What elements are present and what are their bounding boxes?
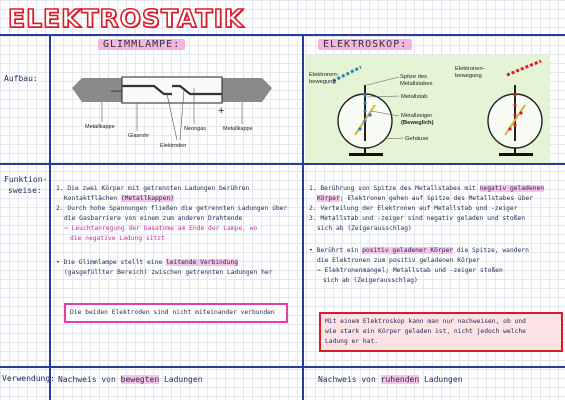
glimm-p1-line1: 1. Die zwei Körper mit getrennten Ladungen berühren	[56, 185, 250, 192]
charge-right-3	[513, 113, 516, 116]
charge-right-4	[508, 127, 511, 130]
divider-aufbau	[0, 163, 565, 165]
rod-right-shape	[507, 61, 541, 75]
skop-bullet-line3: ⇒ Elektronenmangel; Metallstab und -zeiger stoßen	[317, 267, 503, 274]
label-bewegung-left-1: Elektronen-	[309, 72, 339, 78]
skop-box-line1: Mit einem Elektroskop kann man nur nachweisen, ob und	[325, 318, 526, 325]
glimm-bullet-line1	[56, 258, 298, 268]
label-spitze-1: Spitze des	[400, 74, 428, 80]
skop-box-line2: wie stark ein Körper geladen ist, nicht jedoch welche	[325, 328, 526, 335]
label-bewegung-right-2: bewegung	[455, 73, 482, 79]
stand-right-shape	[499, 153, 533, 156]
label-metallzeiger-2: (Beweglich)	[401, 120, 434, 126]
section-title-elektroskop: ELEKTROSKOP:	[318, 39, 412, 50]
glimm-p2-line2: die Gasbarriere von einem zum anderen Drahtende	[64, 215, 243, 222]
skop-bullet-line1	[309, 246, 561, 256]
electron-left-2	[363, 101, 366, 104]
label-metallkappe-left: Metallkappe	[85, 124, 115, 130]
verwendung-right-c: Ladungen	[419, 375, 463, 384]
glimm-spacer	[56, 244, 298, 258]
glimm-p2-line1: 2. Durch hohe Spannungen fließen die getrennten Ladungen über	[56, 205, 288, 212]
divider-center	[302, 34, 304, 400]
page-title: ELEKTROSTATIK	[8, 4, 245, 33]
glasrohr-shape	[122, 77, 222, 103]
divider-labels	[49, 34, 51, 400]
skop-p3-line2: sich ab (Zeigerausschlag)	[317, 225, 412, 232]
elektroskop-diagram	[305, 55, 549, 163]
leader-spitze	[367, 77, 399, 85]
skop-bullet-line4: sich ab (Zeigerausschlag)	[323, 277, 418, 284]
glimm-box: Die beiden Elektroden sind nicht miteinander verbunden	[64, 303, 288, 323]
minus-sign: —	[111, 85, 122, 97]
skop-bullet-line1b: positiv geladener Körper	[362, 247, 454, 254]
skop-p1-line2b: ; Elektronen gehen auf Spitze des Metallstabes über	[339, 195, 534, 202]
glimm-text	[56, 184, 298, 278]
skop-p1-line1b: negativ geladenen	[479, 185, 545, 192]
glimm-bullet-line1a: • Die Glimmlampe stellt eine	[56, 259, 166, 266]
label-bewegung-right-1: Elektronen-	[455, 66, 485, 72]
skop-bullet-line1c: die Spitze, wandern	[453, 247, 529, 254]
electron-left-6	[363, 119, 366, 122]
label-metallstab: Metallstab	[401, 94, 428, 100]
leader-gehaeuse	[385, 138, 403, 139]
elektroskop-svg	[305, 55, 549, 163]
verwendung-right-b: ruhenden	[380, 375, 420, 384]
verwendung-left-c: Ladungen	[159, 375, 203, 384]
electron-left-3	[363, 109, 366, 112]
skop-box	[319, 312, 563, 352]
row-label-funktion-1: Funktion-	[4, 175, 48, 184]
section-title-glimmlampe: GLIMMLAMPE:	[98, 39, 185, 50]
metallkappe-right-shape	[222, 78, 272, 102]
glimm-p1-line2	[56, 194, 298, 204]
glimm-bullet-line2: (gasgefüllter Bereich) zwischen getrennten Ladungen her	[64, 269, 273, 276]
skop-p3-line1: 3. Metallstab und -zeiger sind negativ geladen und stoßen	[309, 215, 526, 222]
divider-top	[0, 34, 565, 36]
electron-left-5	[368, 113, 371, 116]
plus-sign: +	[218, 105, 225, 117]
skop-bullet-line1a: • Berührt ein	[309, 247, 363, 254]
skop-spacer	[309, 234, 561, 246]
electron-left-1	[363, 93, 366, 96]
label-neongas: Neongas	[184, 126, 207, 132]
skop-p1-line2a: Körper	[317, 195, 340, 202]
skop-box-line3: Ladung er hat.	[325, 338, 379, 345]
glimm-bullet-line1b: leitende Verbindung	[165, 259, 238, 266]
row-label-verwendung: Verwendung:	[2, 374, 55, 383]
glimm-arrow-line2: die negative Ladung sitzt	[70, 235, 165, 242]
glimm-arrow-line1: ⇒ Leuchtanregung der Gasatome am Ende der Lampe, wo	[64, 225, 258, 232]
divider-funktion	[0, 366, 565, 368]
skop-text	[309, 184, 561, 286]
charge-right-1	[513, 93, 516, 96]
glimm-p1-line2b: (Metallkappen)	[120, 195, 174, 202]
label-bewegung-left-2: bewegung	[309, 79, 336, 85]
verwendung-left	[58, 375, 203, 384]
skop-p1-line2	[309, 194, 561, 204]
label-spitze-2: Metallstabes	[400, 81, 433, 87]
skop-p1-line1a: 1. Berührung von Spitze des Metallstabes mit	[309, 185, 480, 192]
skop-p1-line1	[309, 184, 561, 194]
label-metallkappe-right: Metallkappe	[223, 126, 253, 132]
skop-bullet-line2: die Elektronen zum positiv geladenen Körper	[317, 257, 481, 264]
label-glasrohr: Glasrohr	[128, 133, 150, 139]
glimm-p1-line2a: Kontaktflächen	[64, 195, 121, 202]
row-label-aufbau: Aufbau:	[4, 74, 38, 83]
verwendung-right	[318, 375, 463, 384]
verwendung-right-a: Nachweis von	[318, 375, 381, 384]
charge-right-2	[513, 103, 516, 106]
stand-left-shape	[349, 153, 383, 156]
verwendung-left-b: bewegten	[120, 375, 160, 384]
verwendung-left-a: Nachweis von	[58, 375, 121, 384]
electron-left-4	[358, 127, 361, 130]
charge-right-6	[513, 123, 516, 126]
label-elektroden: Elektroden	[160, 143, 187, 149]
charge-right-5	[519, 111, 522, 114]
skop-p2-line1: 2. Verteilung der Elektronen auf Metallstab und -zeiger	[309, 205, 518, 212]
label-gehaeuse: Gehäuse	[405, 136, 429, 142]
row-label-funktion-2: sweise:	[8, 186, 42, 195]
label-metallzeiger-1: Metallzeiger	[401, 113, 433, 119]
